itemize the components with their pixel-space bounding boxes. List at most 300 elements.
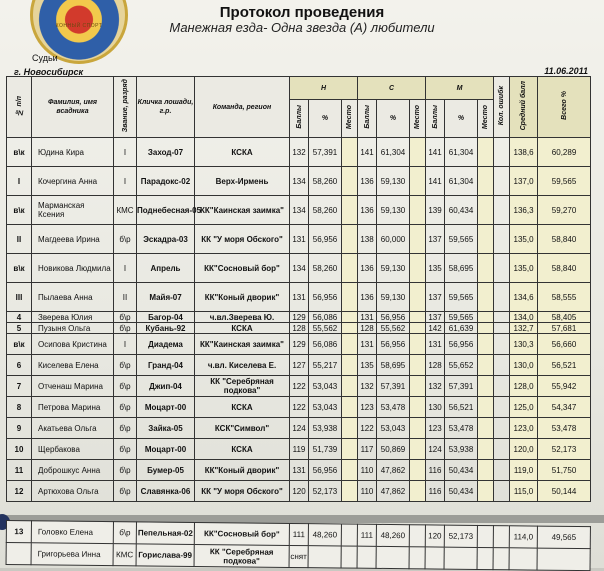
m-percent-cell: 57,391 bbox=[445, 376, 478, 397]
rider-cell: Доброшкус Анна bbox=[32, 460, 114, 481]
num-cell: 11 bbox=[7, 460, 32, 481]
h-percent-cell: 56,956 bbox=[309, 283, 342, 312]
c-percent-cell: 53,043 bbox=[377, 418, 410, 439]
h-percent-cell: 55,217 bbox=[309, 355, 342, 376]
h-place-cell bbox=[342, 283, 358, 312]
table-row bbox=[7, 225, 591, 254]
team-cell: ч.вл. Киселева Е. bbox=[195, 355, 290, 376]
num-cell: 6 bbox=[7, 355, 32, 376]
horse-cell: Эскадра-03 bbox=[137, 225, 195, 254]
m-percent-cell: 60,434 bbox=[445, 196, 478, 225]
horse-cell: Славянка-06 bbox=[137, 481, 195, 502]
horse-cell: Гранд-04 bbox=[137, 355, 195, 376]
col-total-header: Всего % bbox=[538, 77, 591, 138]
rider-cell: Пузыня Ольга bbox=[32, 323, 114, 334]
c-points-cell: 110 bbox=[358, 460, 377, 481]
team-cell: КК"Коный дворик" bbox=[195, 283, 290, 312]
horse-cell: Пепельная-02 bbox=[136, 522, 194, 545]
num-cell: III bbox=[7, 283, 32, 312]
h-place-cell bbox=[342, 196, 358, 225]
errors-cell bbox=[494, 355, 510, 376]
table-row bbox=[7, 196, 591, 225]
continuation-body bbox=[6, 521, 590, 571]
m-points-cell: 137 bbox=[426, 225, 445, 254]
col-h-points: Баллы bbox=[290, 100, 309, 138]
avg-cell: 136,3 bbox=[510, 196, 538, 225]
c-percent-cell: 59,130 bbox=[377, 254, 410, 283]
errors-cell bbox=[494, 376, 510, 397]
h-points-cell: 131 bbox=[290, 225, 309, 254]
col-num-header: № п/п bbox=[7, 77, 32, 138]
total-cell: 60,289 bbox=[538, 138, 591, 167]
c-place-cell bbox=[410, 283, 426, 312]
page-subtitle: Манежная езда- Одна звезда (А) любители bbox=[169, 20, 435, 35]
rank-cell: б\р bbox=[114, 225, 137, 254]
c-points-cell: 123 bbox=[358, 397, 377, 418]
avg-cell: 125,0 bbox=[510, 397, 538, 418]
date-label: 11.06.2011 bbox=[544, 66, 588, 76]
rider-cell: Отченаш Марина bbox=[32, 376, 114, 397]
col-rank-header: Звание, разряд bbox=[114, 77, 137, 138]
h-place-cell bbox=[342, 418, 358, 439]
rank-cell: б\р bbox=[114, 439, 137, 460]
c-place-cell bbox=[410, 355, 426, 376]
c-place-cell bbox=[410, 167, 426, 196]
h-percent-cell: 57,391 bbox=[309, 138, 342, 167]
h-place-cell bbox=[342, 439, 358, 460]
c-percent-cell: 57,391 bbox=[377, 376, 410, 397]
h-percent-cell: 51,739 bbox=[309, 439, 342, 460]
m-place-cell bbox=[478, 376, 494, 397]
col-m-points: Баллы bbox=[426, 100, 445, 138]
rider-cell: Головко Елена bbox=[31, 521, 113, 544]
h-percent-cell: 58,260 bbox=[309, 254, 342, 283]
avg-cell: 130,3 bbox=[510, 334, 538, 355]
avg-cell: 123,0 bbox=[510, 418, 538, 439]
total-cell: 50,144 bbox=[538, 481, 591, 502]
m-place-cell bbox=[478, 312, 494, 323]
results-body bbox=[7, 138, 591, 502]
horse-cell: Джип-04 bbox=[137, 376, 195, 397]
results-table bbox=[6, 76, 591, 502]
m-percent-cell: 56,521 bbox=[445, 397, 478, 418]
logo-text: КОННЫЙ СПОРТ bbox=[55, 23, 103, 29]
rider-cell: Магдеева Ирина bbox=[32, 225, 114, 254]
horse-cell: Горислава-99 bbox=[136, 544, 194, 567]
table-row bbox=[6, 543, 590, 571]
rider-cell: Кочергина Анна bbox=[32, 167, 114, 196]
m-points-cell: 139 bbox=[426, 196, 445, 225]
team-cell: КК"Каинская заимка" bbox=[195, 196, 290, 225]
h-points-cell: 134 bbox=[290, 167, 309, 196]
m-points-cell: 123 bbox=[426, 418, 445, 439]
m-points-cell: 124 bbox=[426, 439, 445, 460]
avg-cell: 120,0 bbox=[510, 439, 538, 460]
m-place-cell bbox=[478, 439, 494, 460]
h-place-cell bbox=[341, 524, 357, 546]
c-percent-cell: 59,130 bbox=[377, 167, 410, 196]
total-cell: 56,521 bbox=[538, 355, 591, 376]
errors-cell bbox=[494, 225, 510, 254]
m-points-cell: 142 bbox=[426, 323, 445, 334]
total-cell: 58,840 bbox=[538, 254, 591, 283]
c-place-cell bbox=[410, 225, 426, 254]
h-points-cell: 128 bbox=[290, 323, 309, 334]
avg-cell: 134,6 bbox=[510, 283, 538, 312]
m-percent-cell: 53,478 bbox=[445, 418, 478, 439]
total-cell: 59,270 bbox=[538, 196, 591, 225]
team-cell: КСКА bbox=[195, 397, 290, 418]
h-points-cell: 134 bbox=[290, 196, 309, 225]
col-avg-header: Средний балл bbox=[510, 77, 538, 138]
avg-cell: 132,7 bbox=[510, 323, 538, 334]
errors-cell bbox=[494, 323, 510, 334]
rank-cell: б\р bbox=[114, 418, 137, 439]
table-row bbox=[7, 397, 591, 418]
m-place-cell bbox=[478, 254, 494, 283]
total-cell: 53,478 bbox=[538, 418, 591, 439]
num-cell: I bbox=[7, 167, 32, 196]
c-percent-cell: 53,478 bbox=[377, 397, 410, 418]
table-row bbox=[7, 312, 591, 323]
errors-cell bbox=[494, 397, 510, 418]
c-percent-cell: 47,862 bbox=[377, 481, 410, 502]
c-points-cell: 136 bbox=[358, 254, 377, 283]
horse-cell: Апрель bbox=[137, 254, 195, 283]
m-place-cell bbox=[478, 225, 494, 254]
table-row bbox=[7, 481, 591, 502]
m-percent-cell: 59,565 bbox=[445, 225, 478, 254]
team-cell: КСК"Символ" bbox=[195, 418, 290, 439]
avg-cell: 119,0 bbox=[510, 460, 538, 481]
c-place-cell bbox=[410, 334, 426, 355]
col-judge-m-header: М bbox=[426, 77, 494, 100]
rider-cell: Новикова Людмила bbox=[32, 254, 114, 283]
c-points-cell: 128 bbox=[358, 323, 377, 334]
errors-cell bbox=[494, 460, 510, 481]
horse-cell: Заход-07 bbox=[137, 138, 195, 167]
c-place-cell bbox=[410, 397, 426, 418]
avg-cell bbox=[509, 548, 537, 570]
num-cell: в\к bbox=[7, 138, 32, 167]
c-percent-cell: 59,130 bbox=[377, 283, 410, 312]
avg-cell: 115,0 bbox=[510, 481, 538, 502]
avg-cell: 134,0 bbox=[510, 312, 538, 323]
rank-cell: б\р bbox=[114, 376, 137, 397]
total-cell: 55,942 bbox=[538, 376, 591, 397]
c-points-cell bbox=[357, 546, 376, 568]
h-points-cell: 131 bbox=[290, 460, 309, 481]
total-cell: 52,173 bbox=[538, 439, 591, 460]
c-place-cell bbox=[410, 481, 426, 502]
num-cell: 4 bbox=[7, 312, 32, 323]
horse-cell: Поднебесная-05 bbox=[137, 196, 195, 225]
horse-cell: Зайка-05 bbox=[137, 418, 195, 439]
total-cell: 58,840 bbox=[538, 225, 591, 254]
table-row bbox=[7, 283, 591, 312]
table-row bbox=[7, 418, 591, 439]
avg-cell: 114,0 bbox=[509, 526, 537, 548]
col-c-percent: % bbox=[377, 100, 410, 138]
col-rider-header: Фамилия, имя всадника bbox=[32, 77, 114, 138]
h-points-cell: 122 bbox=[290, 376, 309, 397]
team-cell: КК"Коный дворик" bbox=[195, 460, 290, 481]
col-h-percent: % bbox=[309, 100, 342, 138]
m-place-cell bbox=[478, 355, 494, 376]
team-cell: КК"Каинская заимка" bbox=[195, 334, 290, 355]
m-points-cell: 116 bbox=[426, 481, 445, 502]
h-percent-cell: 58,260 bbox=[309, 196, 342, 225]
h-percent-cell: 56,956 bbox=[309, 460, 342, 481]
table-row bbox=[7, 334, 591, 355]
table-row bbox=[7, 460, 591, 481]
team-cell: КК "Серебряная подкова" bbox=[194, 544, 289, 567]
table-row bbox=[7, 439, 591, 460]
m-percent-cell: 56,956 bbox=[445, 334, 478, 355]
errors-cell bbox=[493, 548, 509, 570]
c-points-cell: 131 bbox=[358, 334, 377, 355]
h-percent-cell: 53,938 bbox=[309, 418, 342, 439]
rank-cell: б\р bbox=[114, 481, 137, 502]
h-place-cell bbox=[342, 334, 358, 355]
col-team-header: Команда, регион bbox=[195, 77, 290, 138]
m-points-cell: 141 bbox=[426, 138, 445, 167]
avg-cell: 138,6 bbox=[510, 138, 538, 167]
errors-cell bbox=[494, 138, 510, 167]
horse-cell: Моцарт-00 bbox=[137, 439, 195, 460]
col-errors-header: Кол. ошибк bbox=[494, 77, 510, 138]
h-points-cell: 132 bbox=[290, 138, 309, 167]
num-cell: в\к bbox=[7, 254, 32, 283]
m-place-cell bbox=[478, 397, 494, 418]
m-place-cell bbox=[477, 525, 493, 547]
rank-cell: I bbox=[114, 254, 137, 283]
errors-cell bbox=[494, 418, 510, 439]
team-cell: ч.вл.Зверева Ю. bbox=[195, 312, 290, 323]
m-place-cell bbox=[478, 481, 494, 502]
m-percent-cell: 58,695 bbox=[445, 254, 478, 283]
m-points-cell: 132 bbox=[426, 376, 445, 397]
horse-cell: Парадокс-02 bbox=[137, 167, 195, 196]
c-percent-cell: 47,862 bbox=[377, 460, 410, 481]
m-percent-cell: 50,434 bbox=[445, 481, 478, 502]
h-percent-cell: 56,956 bbox=[309, 225, 342, 254]
total-cell: 51,750 bbox=[538, 460, 591, 481]
m-points-cell: 128 bbox=[426, 355, 445, 376]
c-percent-cell: 48,260 bbox=[376, 524, 409, 546]
m-place-cell bbox=[478, 460, 494, 481]
rider-cell: Юдина Кира bbox=[32, 138, 114, 167]
c-place-cell bbox=[410, 196, 426, 225]
c-place-cell bbox=[410, 254, 426, 283]
c-points-cell: 136 bbox=[358, 283, 377, 312]
m-percent-cell: 59,565 bbox=[445, 312, 478, 323]
c-place-cell bbox=[410, 460, 426, 481]
col-h-place: Место bbox=[342, 100, 358, 138]
horse-cell: Кубань-92 bbox=[137, 323, 195, 334]
c-points-cell: 110 bbox=[358, 481, 377, 502]
h-place-cell bbox=[342, 355, 358, 376]
m-points-cell: 141 bbox=[426, 167, 445, 196]
m-points-cell: 137 bbox=[426, 283, 445, 312]
m-percent-cell: 61,639 bbox=[445, 323, 478, 334]
num-cell: 12 bbox=[7, 481, 32, 502]
col-horse-header: Кличка лошади, г.р. bbox=[137, 77, 195, 138]
total-cell: 57,681 bbox=[538, 323, 591, 334]
m-points-cell: 120 bbox=[425, 525, 444, 547]
h-place-cell bbox=[342, 376, 358, 397]
m-percent-cell: 52,173 bbox=[444, 525, 477, 547]
team-cell: КК"Сосновый бор" bbox=[194, 522, 289, 545]
total-cell: 58,555 bbox=[538, 283, 591, 312]
m-place-cell bbox=[478, 138, 494, 167]
num-cell: 5 bbox=[7, 323, 32, 334]
col-judge-c-header: С bbox=[358, 77, 426, 100]
c-place-cell bbox=[410, 418, 426, 439]
c-place-cell bbox=[410, 312, 426, 323]
c-place-cell bbox=[410, 376, 426, 397]
m-points-cell: 131 bbox=[426, 334, 445, 355]
avg-cell: 135,0 bbox=[510, 254, 538, 283]
m-place-cell bbox=[478, 167, 494, 196]
h-place-cell bbox=[342, 397, 358, 418]
m-percent-cell: 53,938 bbox=[445, 439, 478, 460]
avg-cell: 135,0 bbox=[510, 225, 538, 254]
h-points-cell: 119 bbox=[290, 439, 309, 460]
rank-cell: КМС bbox=[114, 196, 137, 225]
h-points-cell: снят bbox=[289, 545, 308, 567]
errors-cell bbox=[493, 526, 509, 548]
c-place-cell bbox=[410, 138, 426, 167]
avg-cell: 128,0 bbox=[510, 376, 538, 397]
h-percent-cell: 48,260 bbox=[308, 524, 341, 546]
c-percent-cell bbox=[376, 546, 409, 568]
avg-cell: 130,0 bbox=[510, 355, 538, 376]
m-place-cell bbox=[478, 323, 494, 334]
num-cell: II bbox=[7, 225, 32, 254]
h-points-cell: 131 bbox=[290, 283, 309, 312]
h-percent-cell: 53,043 bbox=[309, 397, 342, 418]
rank-cell: I bbox=[114, 138, 137, 167]
table-row bbox=[7, 376, 591, 397]
c-percent-cell: 50,869 bbox=[377, 439, 410, 460]
c-percent-cell: 60,000 bbox=[377, 225, 410, 254]
num-cell bbox=[6, 543, 31, 565]
m-percent-cell: 61,304 bbox=[445, 138, 478, 167]
rider-cell: Акатьева Ольга bbox=[32, 418, 114, 439]
c-points-cell: 135 bbox=[358, 355, 377, 376]
m-place-cell bbox=[478, 334, 494, 355]
team-cell: КСКА bbox=[195, 439, 290, 460]
h-place-cell bbox=[342, 460, 358, 481]
rank-cell: I bbox=[114, 334, 137, 355]
c-percent-cell: 58,695 bbox=[377, 355, 410, 376]
rank-cell: б\р bbox=[114, 355, 137, 376]
errors-cell bbox=[494, 481, 510, 502]
c-place-cell bbox=[410, 439, 426, 460]
total-cell: 49,565 bbox=[537, 526, 590, 549]
col-c-points: Баллы bbox=[358, 100, 377, 138]
team-cell: Верх-Ирмень bbox=[195, 167, 290, 196]
m-points-cell: 116 bbox=[426, 460, 445, 481]
c-percent-cell: 61,304 bbox=[377, 138, 410, 167]
horse-cell: Моцарт-00 bbox=[137, 397, 195, 418]
m-points-cell: 135 bbox=[426, 254, 445, 283]
h-place-cell bbox=[342, 138, 358, 167]
c-points-cell: 132 bbox=[358, 376, 377, 397]
errors-cell bbox=[494, 196, 510, 225]
h-place-cell bbox=[342, 312, 358, 323]
rider-cell: Марманская Ксения bbox=[32, 196, 114, 225]
h-percent-cell bbox=[308, 546, 341, 568]
total-cell: 58,405 bbox=[538, 312, 591, 323]
team-cell: КК "У моря Обского" bbox=[195, 481, 290, 502]
c-percent-cell: 56,956 bbox=[377, 312, 410, 323]
num-cell: 10 bbox=[7, 439, 32, 460]
rider-cell: Киселева Елена bbox=[32, 355, 114, 376]
m-percent-cell: 59,565 bbox=[445, 283, 478, 312]
h-points-cell: 129 bbox=[290, 312, 309, 323]
team-cell: КСКА bbox=[195, 323, 290, 334]
m-points-cell bbox=[425, 547, 444, 569]
num-cell: в\к bbox=[7, 334, 32, 355]
city-label: г. Новосибирск bbox=[14, 67, 84, 77]
table-row bbox=[7, 254, 591, 283]
rider-cell: Григорьева Инна bbox=[31, 543, 113, 566]
h-place-cell bbox=[342, 323, 358, 334]
rider-cell: Осипова Кристина bbox=[32, 334, 114, 355]
rider-cell: Щербакова bbox=[32, 439, 114, 460]
team-cell: КК "У моря Обского" bbox=[195, 225, 290, 254]
continuation-table bbox=[6, 520, 591, 571]
m-percent-cell: 55,652 bbox=[445, 355, 478, 376]
rank-cell: б\р bbox=[114, 312, 137, 323]
col-m-place: Место bbox=[478, 100, 494, 138]
num-cell: 13 bbox=[6, 521, 31, 543]
h-percent-cell: 52,173 bbox=[309, 481, 342, 502]
num-cell: в\к bbox=[7, 196, 32, 225]
total-cell bbox=[537, 548, 590, 571]
rank-cell: I bbox=[114, 167, 137, 196]
num-cell: 7 bbox=[7, 376, 32, 397]
h-place-cell bbox=[342, 167, 358, 196]
rider-cell: Петрова Марина bbox=[32, 397, 114, 418]
rank-cell: б\р bbox=[114, 323, 137, 334]
rank-cell: б\р bbox=[114, 397, 137, 418]
h-points-cell: 122 bbox=[290, 397, 309, 418]
m-percent-cell bbox=[444, 547, 477, 569]
errors-cell bbox=[494, 254, 510, 283]
m-percent-cell: 61,304 bbox=[445, 167, 478, 196]
c-points-cell: 122 bbox=[358, 418, 377, 439]
c-points-cell: 141 bbox=[358, 138, 377, 167]
c-percent-cell: 56,956 bbox=[377, 334, 410, 355]
h-points-cell: 120 bbox=[290, 481, 309, 502]
table-row bbox=[7, 167, 591, 196]
c-points-cell: 111 bbox=[357, 524, 376, 546]
table-row bbox=[7, 355, 591, 376]
h-percent-cell: 53,043 bbox=[309, 376, 342, 397]
horse-cell: Майя-07 bbox=[137, 283, 195, 312]
m-percent-cell: 50,434 bbox=[445, 460, 478, 481]
c-percent-cell: 55,562 bbox=[377, 323, 410, 334]
errors-cell bbox=[494, 283, 510, 312]
rank-cell: б\р bbox=[113, 522, 136, 544]
total-cell: 54,347 bbox=[538, 397, 591, 418]
h-percent-cell: 56,086 bbox=[309, 334, 342, 355]
c-points-cell: 131 bbox=[358, 312, 377, 323]
total-cell: 59,565 bbox=[538, 167, 591, 196]
